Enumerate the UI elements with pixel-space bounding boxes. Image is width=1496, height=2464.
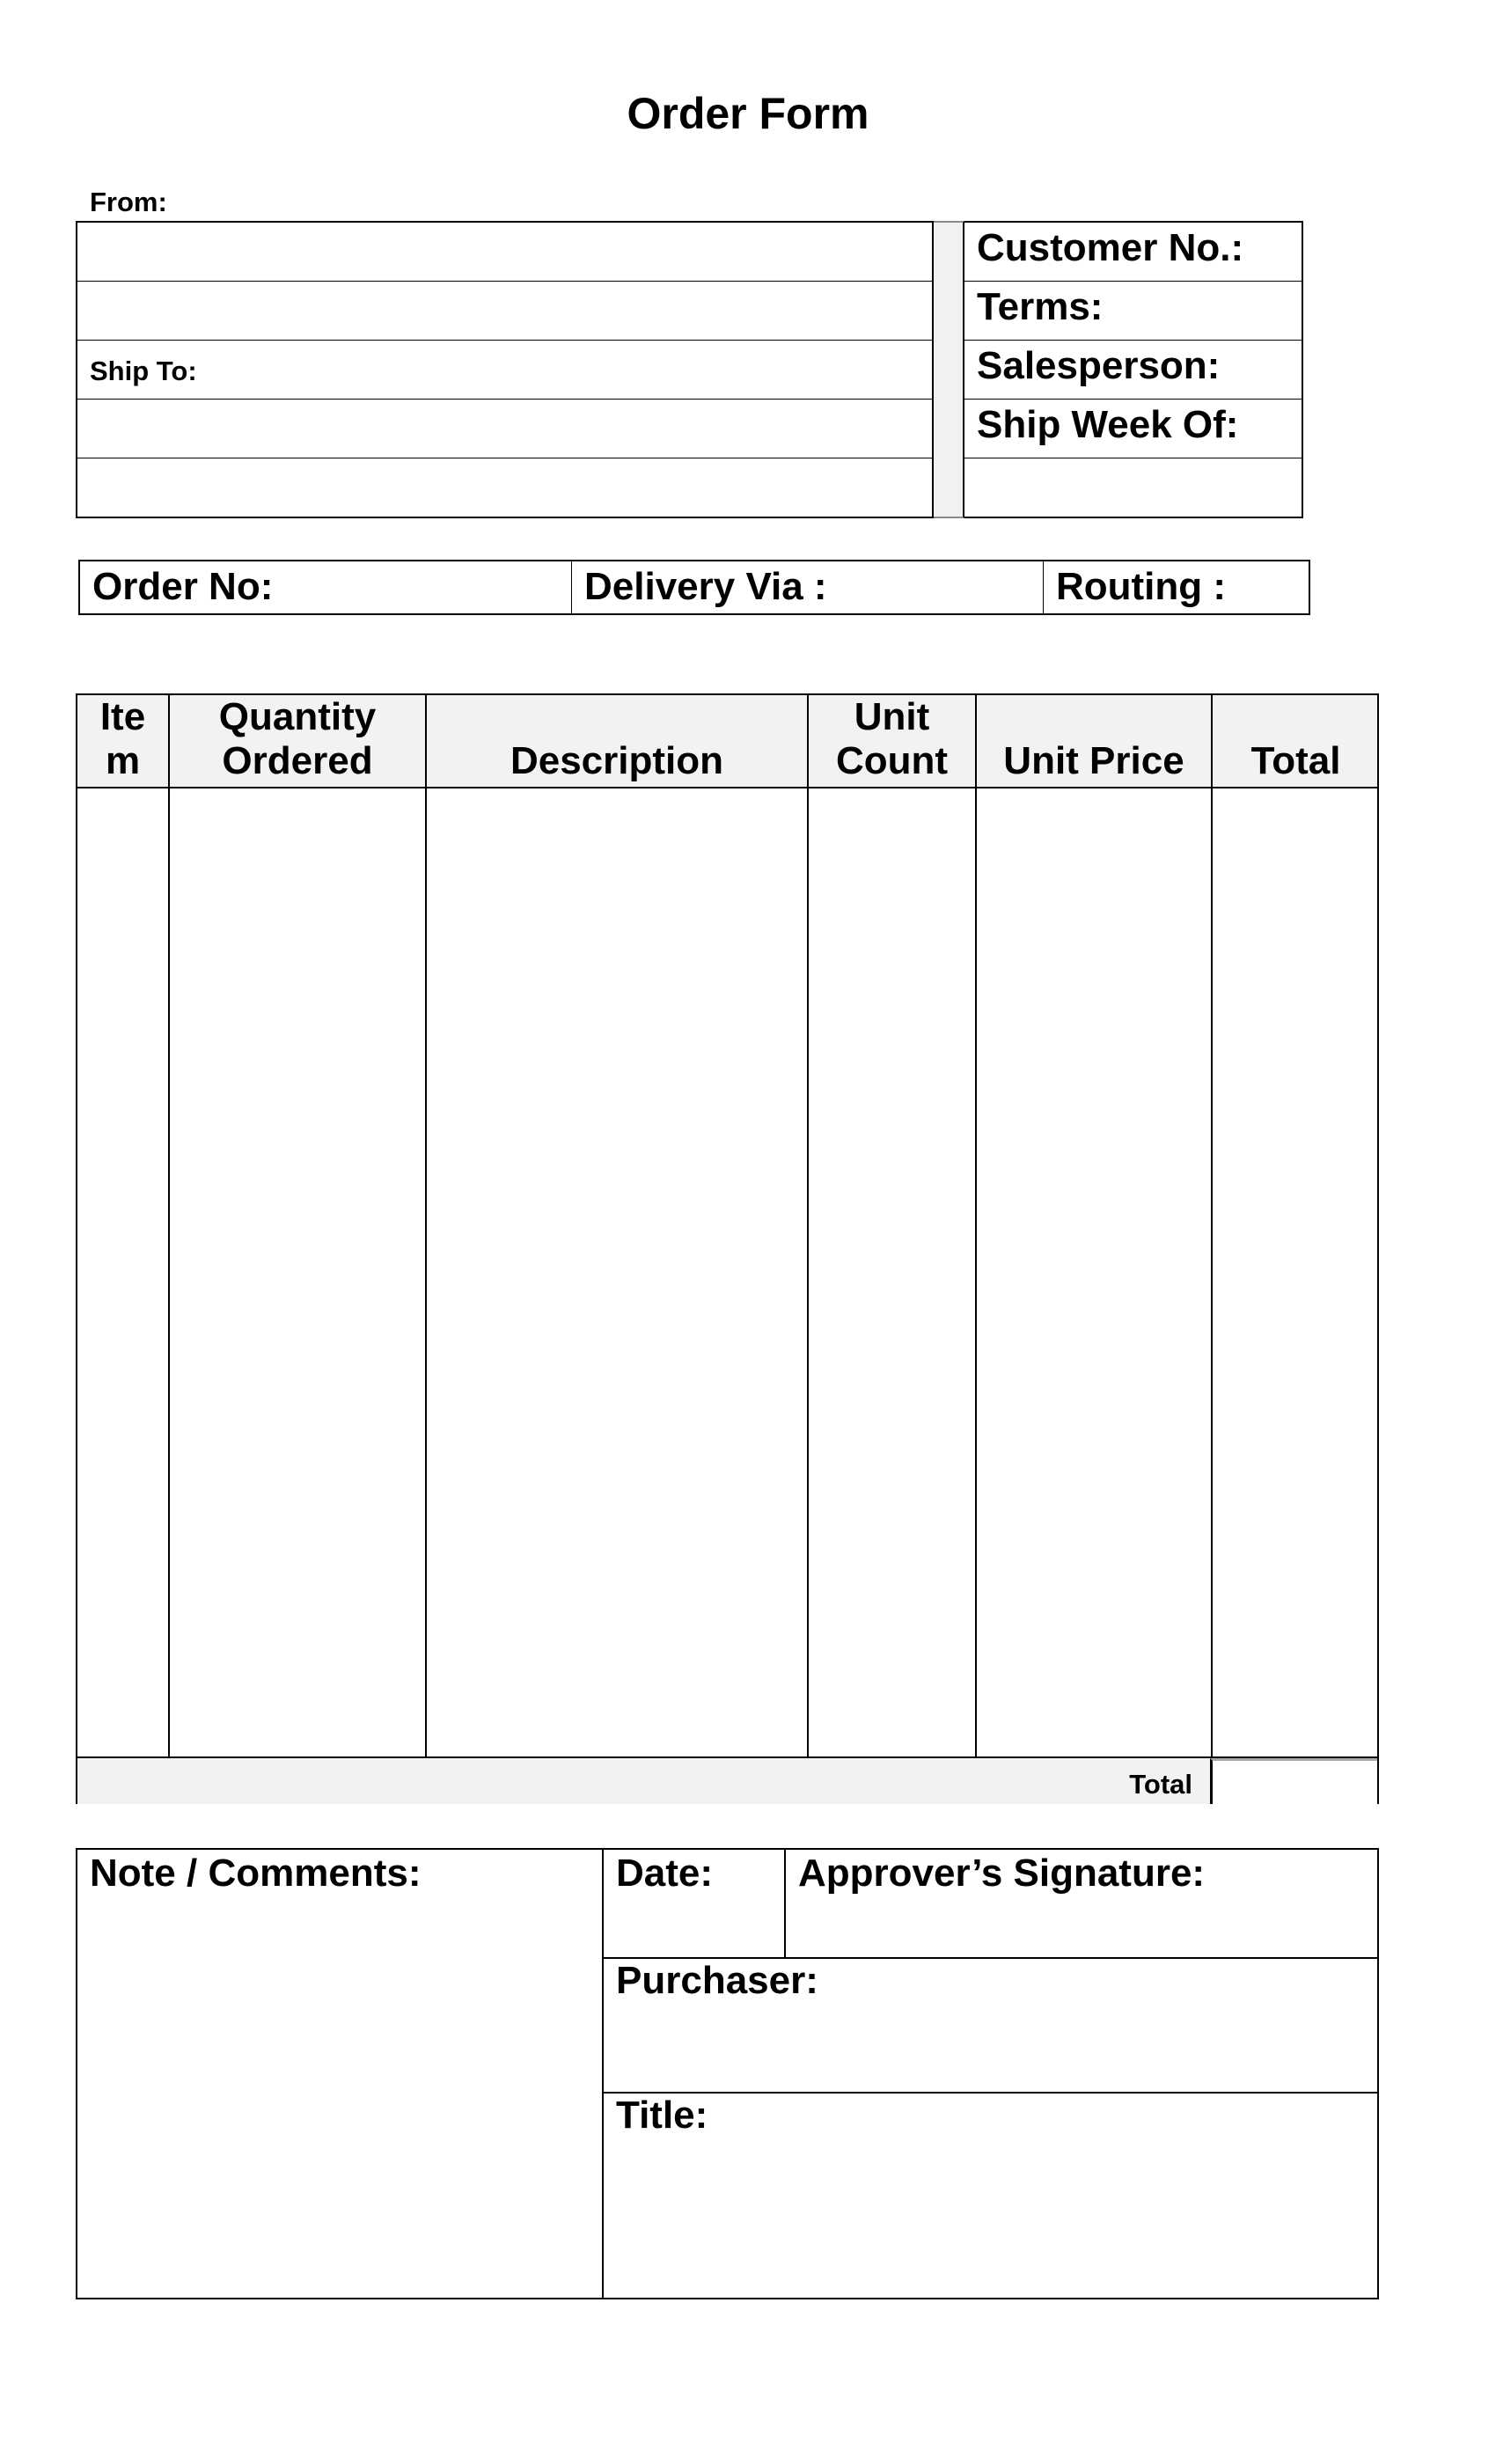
customer-no-label: Customer No.: xyxy=(977,226,1244,269)
ship-to-line-1-field[interactable] xyxy=(77,400,932,458)
address-table xyxy=(76,221,934,518)
date-field[interactable] xyxy=(604,1850,784,1957)
customer-no-field[interactable] xyxy=(964,223,1302,282)
notes-field[interactable] xyxy=(77,1850,602,2298)
ship-to-label: Ship To: xyxy=(90,356,197,386)
items-entry-area[interactable] xyxy=(77,788,1377,1756)
customer-info-table xyxy=(964,221,1303,518)
column-header-quantity-ordered: Quantity Ordered xyxy=(218,695,377,782)
info-extra-field[interactable] xyxy=(964,458,1302,517)
order-no-label: Order No: xyxy=(92,565,274,608)
ship-to-line-2-field[interactable] xyxy=(77,458,932,517)
routing-label: Routing : xyxy=(1056,565,1227,608)
column-header-total: Total xyxy=(1250,739,1341,782)
approver-signature-field[interactable] xyxy=(786,1850,1377,1957)
grand-total-field[interactable] xyxy=(1210,1758,1377,1804)
routing-field[interactable] xyxy=(1044,561,1309,613)
order-no-field[interactable] xyxy=(80,561,572,613)
title-field[interactable] xyxy=(604,2094,1377,2298)
approver-signature-label: Approver’s Signature: xyxy=(798,1852,1206,1895)
salesperson-label: Salesperson: xyxy=(977,344,1221,387)
ship-to-row[interactable] xyxy=(77,341,932,400)
separator-column xyxy=(934,221,964,518)
order-details-row xyxy=(78,560,1310,615)
terms-label: Terms: xyxy=(977,285,1104,328)
column-header-description: Description xyxy=(510,739,724,782)
salesperson-field[interactable] xyxy=(964,341,1302,400)
purchaser-label: Purchaser: xyxy=(616,1959,818,2002)
delivery-via-field[interactable] xyxy=(572,561,1044,613)
items-table-header xyxy=(77,695,1377,788)
terms-field[interactable] xyxy=(964,282,1302,341)
approval-section xyxy=(76,1848,1379,2299)
date-label: Date: xyxy=(616,1852,714,1895)
column-header-unit-count: Unit Count xyxy=(835,695,949,782)
from-line-2-field[interactable] xyxy=(77,282,932,341)
purchaser-field[interactable] xyxy=(604,1959,1377,2092)
column-header-item: Ite m xyxy=(99,695,146,782)
ship-week-label: Ship Week Of: xyxy=(977,403,1239,446)
notes-label: Note / Comments: xyxy=(90,1852,422,1895)
ship-week-field[interactable] xyxy=(964,400,1302,458)
column-header-unit-price: Unit Price xyxy=(1003,739,1184,782)
title-label: Title: xyxy=(616,2094,708,2137)
grand-total-label: Total xyxy=(1129,1769,1192,1800)
items-table xyxy=(76,693,1379,1804)
from-label: From: xyxy=(90,187,167,217)
from-line-1-field[interactable] xyxy=(77,223,932,282)
total-row xyxy=(77,1756,1377,1804)
page-title: Order Form xyxy=(627,89,869,138)
delivery-via-label: Delivery Via : xyxy=(584,565,827,608)
